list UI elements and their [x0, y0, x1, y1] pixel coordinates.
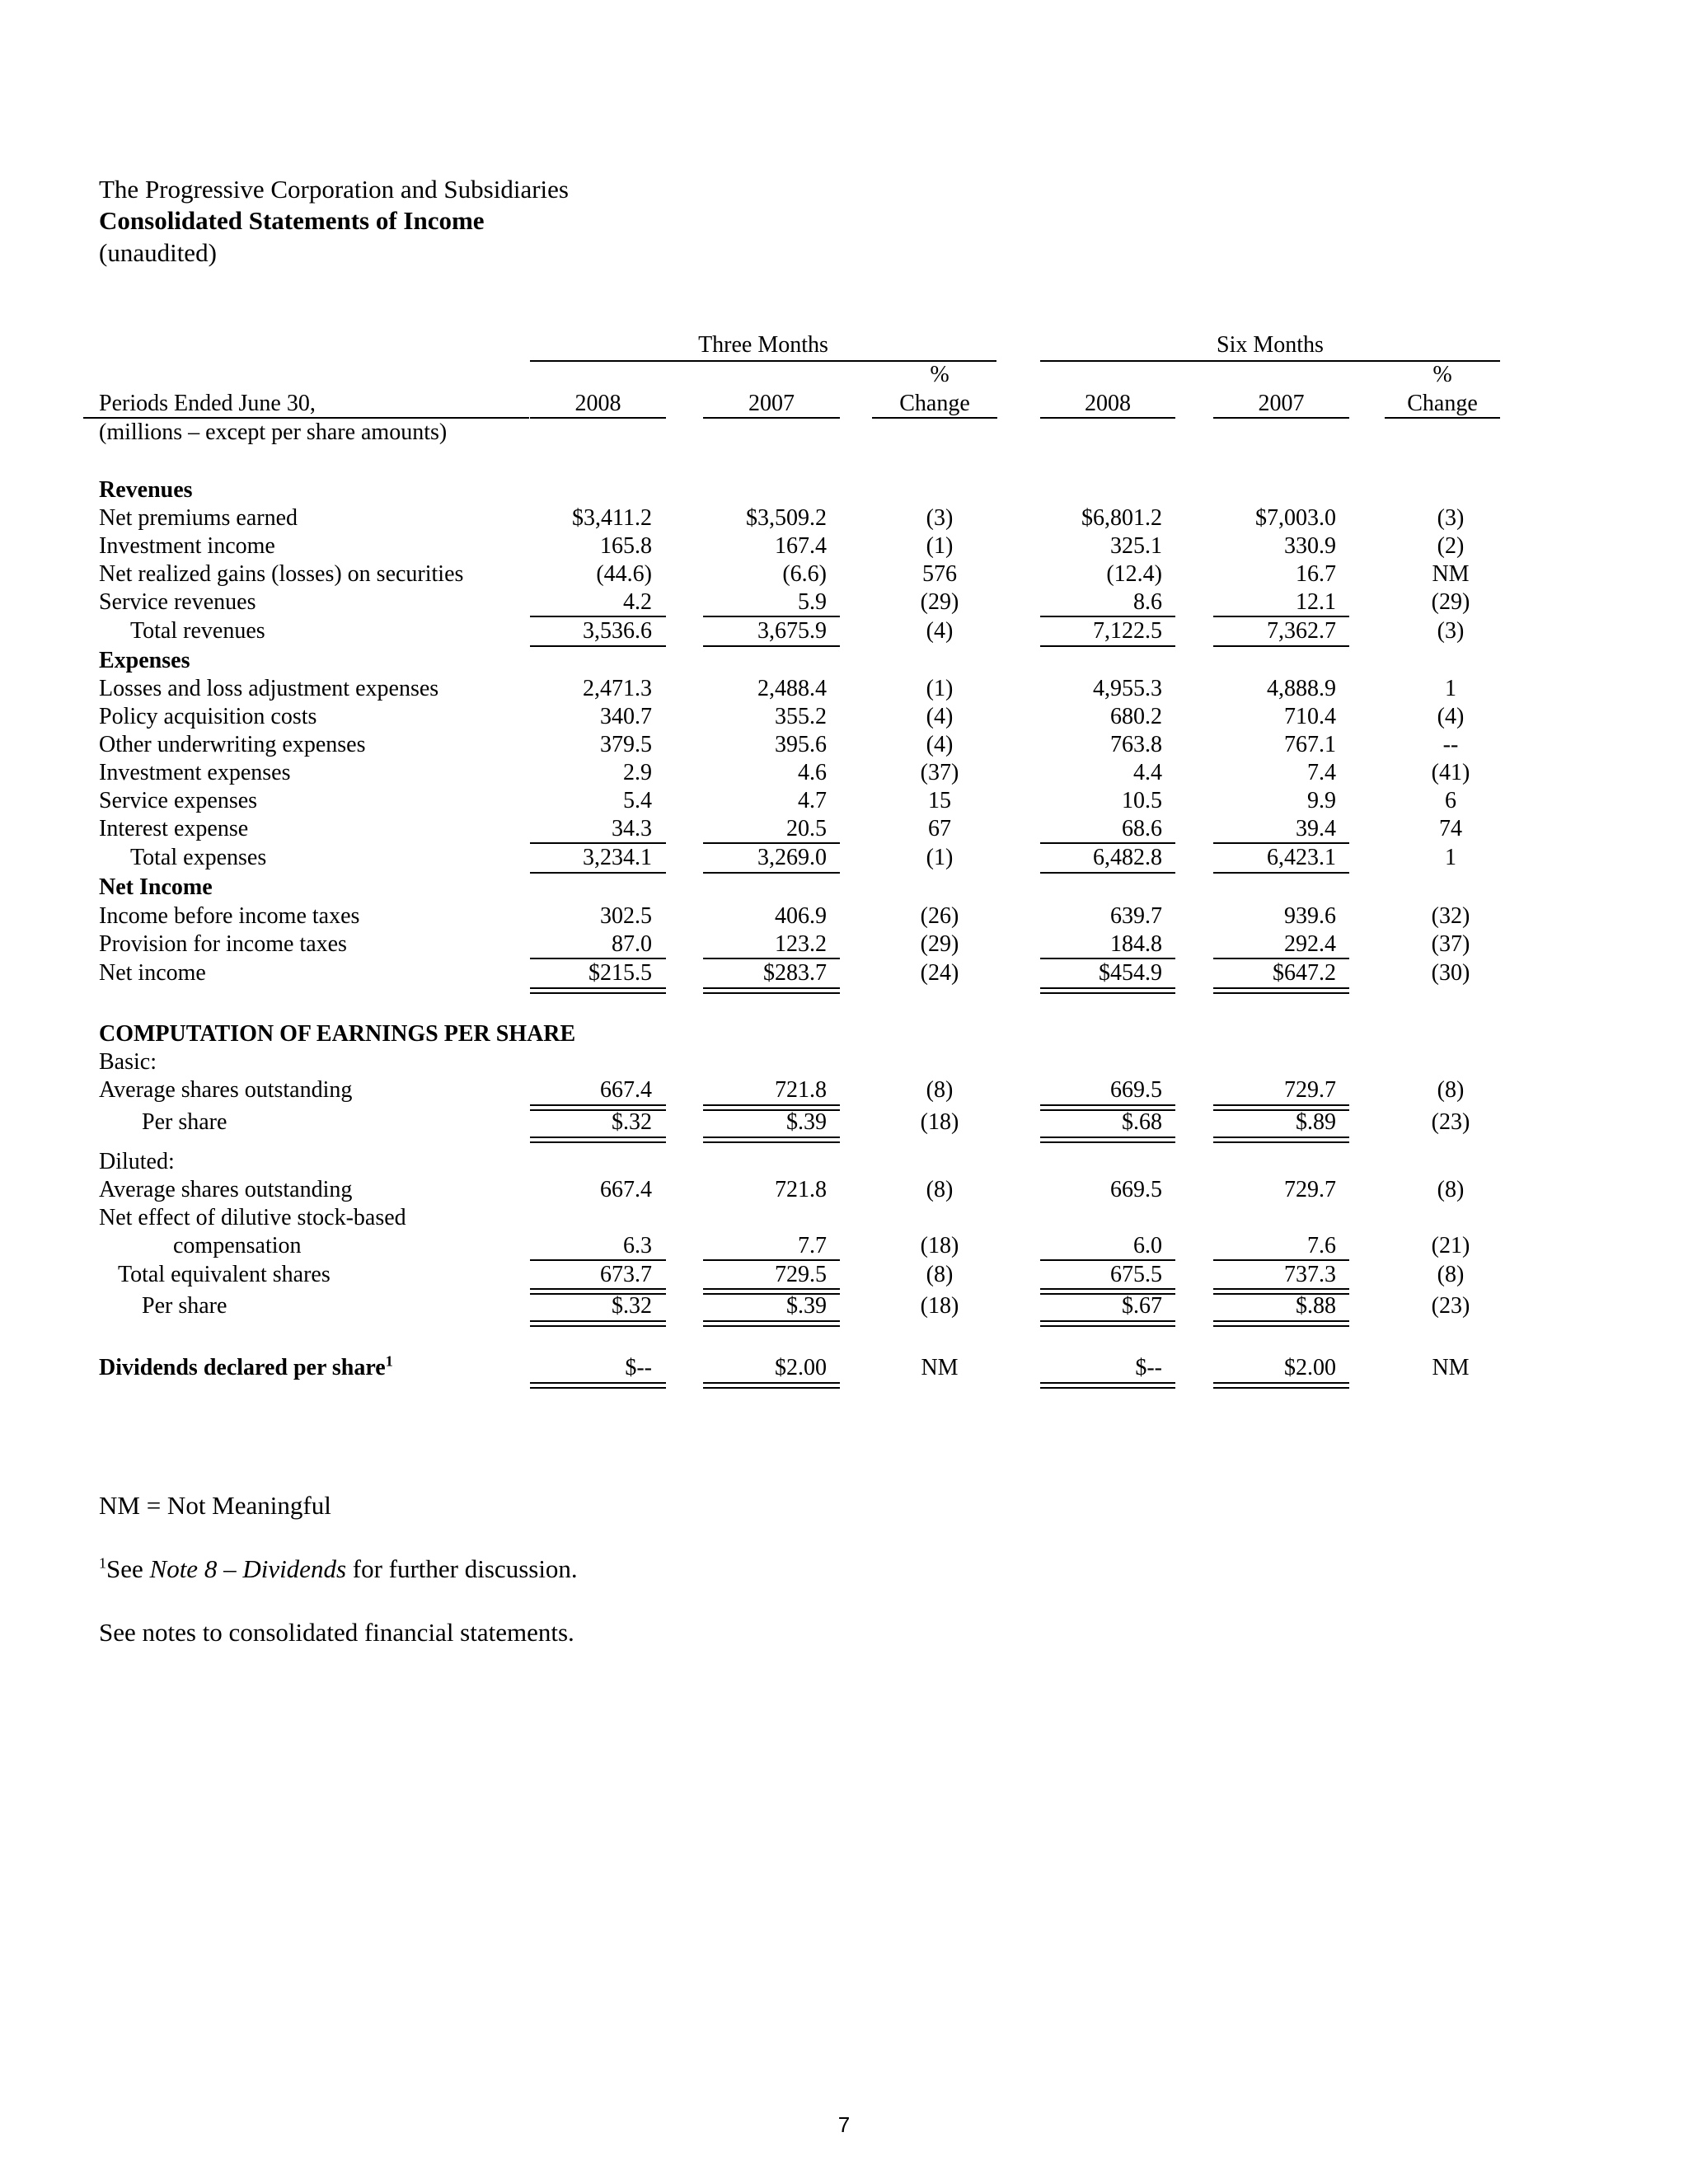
cell-6m-2008: 68.6	[1122, 816, 1162, 841]
cell-6m-2008: 639.7	[1110, 903, 1162, 929]
double-rule	[530, 987, 666, 994]
col-header-3m-2008: 2008	[574, 391, 621, 416]
section-expenses: Expenses	[99, 648, 190, 673]
cell-3m-2007: $.39	[786, 1109, 827, 1135]
cell-3m-2008: 2.9	[623, 760, 652, 785]
col-rule-6m-change	[1385, 417, 1500, 419]
cell-6m-change: (8)	[1437, 1177, 1465, 1202]
cell-6m-2007: $647.2	[1273, 960, 1336, 986]
section-basic: Basic:	[99, 1049, 157, 1075]
cell-3m-2008: 340.7	[600, 704, 652, 729]
cell-3m-change: (1)	[926, 676, 954, 701]
cell-3m-2007: 2,488.4	[757, 676, 827, 701]
cell-6m-2007: 737.3	[1284, 1262, 1336, 1287]
total-rule	[1213, 645, 1349, 647]
double-rule	[703, 1137, 840, 1143]
cell-6m-change: NM	[1432, 1355, 1470, 1380]
cell-6m-2007: 7,362.7	[1267, 618, 1336, 644]
cell-3m-2008: 6.3	[623, 1233, 652, 1258]
row-label: Policy acquisition costs	[99, 704, 317, 729]
total-rule	[1040, 872, 1175, 874]
cell-6m-change: (32)	[1431, 903, 1470, 929]
cell-6m-2008: $--	[1135, 1355, 1162, 1380]
page-number: 7	[837, 2112, 851, 2137]
cell-3m-change: (4)	[926, 732, 954, 757]
cell-3m-2008: $3,411.2	[572, 505, 652, 531]
cell-3m-change: NM	[921, 1355, 959, 1380]
cell-6m-2007: $2.00	[1284, 1355, 1336, 1380]
cell-6m-2008: 8.6	[1133, 589, 1162, 615]
cell-6m-change: 1	[1445, 676, 1456, 701]
cell-6m-2008: 680.2	[1110, 704, 1162, 729]
col-header-3m-2007: 2007	[748, 391, 795, 416]
statement-subtitle: (unaudited)	[99, 238, 217, 267]
cell-6m-2008: $.67	[1122, 1293, 1162, 1319]
footnote-text-post: for further discussion.	[346, 1554, 578, 1583]
cell-3m-2007: $.39	[786, 1293, 827, 1319]
cell-3m-2007: 20.5	[786, 816, 827, 841]
double-rule	[1040, 1137, 1175, 1143]
company-name: The Progressive Corporation and Subsidiaries	[99, 175, 569, 204]
statement-title: Consolidated Statements of Income	[99, 206, 485, 235]
col-header-3m-change: Change	[899, 391, 970, 416]
cell-6m-change: (8)	[1437, 1262, 1465, 1287]
double-rule	[1213, 987, 1349, 994]
cell-3m-2008: $--	[625, 1355, 652, 1380]
cell-6m-2007: 939.6	[1284, 903, 1336, 929]
cell-6m-2007: 12.1	[1296, 589, 1336, 615]
footnote-note-reference: Note 8 – Dividends	[149, 1554, 347, 1583]
double-rule	[1040, 987, 1175, 994]
cell-6m-2008: 4.4	[1133, 760, 1162, 785]
double-rule	[1040, 1320, 1175, 1327]
cell-6m-change: (3)	[1437, 618, 1465, 644]
col-rule-3m-2007	[703, 417, 840, 419]
cell-3m-change: (24)	[920, 960, 959, 986]
cell-6m-change: (29)	[1431, 589, 1470, 615]
cell-3m-change: (26)	[920, 903, 959, 929]
footnote-1	[99, 1554, 578, 1585]
cell-6m-change: (30)	[1431, 960, 1470, 986]
double-rule	[1040, 1382, 1175, 1389]
cell-6m-2007: 729.7	[1284, 1077, 1336, 1103]
cell-6m-2008: 7,122.5	[1093, 618, 1162, 644]
cell-3m-2008: 165.8	[600, 533, 652, 559]
row-label-continued: compensation	[173, 1233, 302, 1258]
total-rule	[1040, 645, 1175, 647]
cell-6m-2007: 6,423.1	[1267, 845, 1336, 870]
col-rule-6m-2008	[1040, 417, 1175, 419]
col-header-6m-2008: 2008	[1085, 391, 1131, 416]
row-label: Per share	[142, 1293, 227, 1319]
row-label: Average shares outstanding	[99, 1077, 353, 1103]
pct-symbol-3m: %	[930, 362, 950, 387]
double-rule	[1213, 1320, 1349, 1327]
total-rule	[703, 872, 840, 874]
cell-3m-2007: 7.7	[798, 1233, 827, 1258]
cell-6m-2007: $.89	[1296, 1109, 1336, 1135]
cell-3m-2008: 5.4	[623, 788, 652, 813]
cell-3m-change: (3)	[926, 505, 954, 531]
cell-3m-change: (29)	[920, 589, 959, 615]
cell-6m-2007: 292.4	[1284, 931, 1336, 957]
cell-3m-2008: 302.5	[600, 903, 652, 929]
three-months-header: Three Months	[698, 332, 828, 358]
cell-3m-2007: 729.5	[775, 1262, 827, 1287]
cell-6m-change: 1	[1445, 845, 1456, 870]
double-rule	[703, 987, 840, 994]
cell-3m-change: 576	[922, 561, 957, 587]
cell-6m-2007: 16.7	[1296, 561, 1336, 587]
row-label: Service expenses	[99, 788, 258, 813]
col-header-6m-2007: 2007	[1258, 391, 1305, 416]
section-revenues: Revenues	[99, 477, 193, 503]
total-rule	[1213, 872, 1349, 874]
cell-6m-change: (23)	[1431, 1293, 1470, 1319]
cell-3m-2007: 4.6	[798, 760, 827, 785]
cell-3m-2007: 721.8	[775, 1177, 827, 1202]
row-label: Net premiums earned	[99, 505, 298, 531]
cell-3m-2007: 167.4	[775, 533, 827, 559]
cell-3m-change: 67	[928, 816, 951, 841]
cell-3m-2008: 379.5	[600, 732, 652, 757]
double-rule	[530, 1137, 666, 1143]
cell-3m-2007: 4.7	[798, 788, 827, 813]
cell-6m-2008: 675.5	[1110, 1262, 1162, 1287]
cell-6m-2007: 710.4	[1284, 704, 1336, 729]
cell-3m-2007: 3,675.9	[757, 618, 827, 644]
dividends-label-text: Dividends declared per share	[99, 1355, 386, 1380]
cell-6m-2007: $.88	[1296, 1293, 1336, 1319]
total-rule	[703, 645, 840, 647]
cell-6m-2008: 6.0	[1133, 1233, 1162, 1258]
cell-6m-change: (4)	[1437, 704, 1465, 729]
cell-3m-2007: $2.00	[775, 1355, 827, 1380]
cell-3m-change: (37)	[920, 760, 959, 785]
row-label: Total expenses	[130, 845, 267, 870]
cell-6m-change: (3)	[1437, 505, 1465, 531]
row-label: Income before income taxes	[99, 903, 360, 929]
cell-6m-2008: 669.5	[1110, 1177, 1162, 1202]
cell-6m-2007: $7,003.0	[1255, 505, 1336, 531]
row-label: Average shares outstanding	[99, 1177, 353, 1202]
cell-6m-change: (37)	[1431, 931, 1470, 957]
cell-6m-2008: 10.5	[1122, 788, 1162, 813]
periods-label: Periods Ended June 30,	[99, 391, 316, 416]
col-rule-6m-2007	[1213, 417, 1349, 419]
cell-3m-2008: 3,536.6	[583, 618, 652, 644]
cell-3m-2008: $215.5	[588, 960, 652, 986]
cell-3m-2007: 5.9	[798, 589, 827, 615]
nm-note: NM = Not Meaningful	[99, 1491, 331, 1520]
col-rule-3m-2008	[530, 417, 666, 419]
double-rule	[703, 1382, 840, 1389]
double-rule	[1213, 1382, 1349, 1389]
cell-3m-2007: 395.6	[775, 732, 827, 757]
cell-3m-change: (1)	[926, 533, 954, 559]
row-label: Losses and loss adjustment expenses	[99, 676, 439, 701]
cell-3m-2007: (6.6)	[782, 561, 827, 587]
see-notes: See notes to consolidated financial statements.	[99, 1618, 574, 1647]
cell-3m-2007: 123.2	[775, 931, 827, 957]
row-label: Provision for income taxes	[99, 931, 347, 957]
total-rule	[530, 872, 666, 874]
cell-6m-2007: 4,888.9	[1267, 676, 1336, 701]
double-rule	[530, 1320, 666, 1327]
row-label: Service revenues	[99, 589, 256, 615]
cell-3m-change: (1)	[926, 845, 954, 870]
row-label: Investment income	[99, 533, 275, 559]
col-header-6m-change: Change	[1407, 391, 1478, 416]
cell-3m-change: (4)	[926, 618, 954, 644]
units-label: (millions – except per share amounts)	[99, 419, 448, 445]
cell-3m-2008: $.32	[612, 1109, 652, 1135]
cell-3m-2007: 406.9	[775, 903, 827, 929]
cell-6m-2007: 7.6	[1307, 1233, 1336, 1258]
cell-6m-2007: 39.4	[1296, 816, 1336, 841]
cell-3m-2007: 355.2	[775, 704, 827, 729]
cell-3m-change: (8)	[926, 1077, 954, 1103]
cell-6m-change: (21)	[1431, 1233, 1470, 1258]
double-rule	[1213, 1137, 1349, 1143]
cell-6m-change: NM	[1432, 561, 1470, 587]
cell-3m-change: (8)	[926, 1262, 954, 1287]
cell-3m-change: (29)	[920, 931, 959, 957]
cell-6m-2007: 330.9	[1284, 533, 1336, 559]
cell-6m-change: (23)	[1431, 1109, 1470, 1135]
cell-6m-change: (41)	[1431, 760, 1470, 785]
row-label: Investment expenses	[99, 760, 291, 785]
section-net-income: Net Income	[99, 874, 213, 900]
cell-3m-change: (18)	[920, 1233, 959, 1258]
row-label-dividends	[99, 1354, 393, 1382]
row-label: Net income	[99, 960, 206, 986]
cell-6m-2007: 9.9	[1307, 788, 1336, 813]
cell-6m-2008: $.68	[1122, 1109, 1162, 1135]
cell-3m-2008: 667.4	[600, 1077, 652, 1103]
cell-3m-2008: 3,234.1	[583, 845, 652, 870]
footnote-number: 1	[99, 1554, 106, 1572]
total-rule	[530, 645, 666, 647]
cell-3m-2008: 2,471.3	[583, 676, 652, 701]
cell-3m-change: (18)	[920, 1293, 959, 1319]
row-label: Net effect of dilutive stock-based	[99, 1205, 406, 1230]
cell-3m-2008: 4.2	[623, 589, 652, 615]
cell-6m-2008: 4,955.3	[1093, 676, 1162, 701]
cell-6m-2008: $454.9	[1099, 960, 1162, 986]
cell-3m-2007: 3,269.0	[757, 845, 827, 870]
row-label: Per share	[142, 1109, 227, 1135]
pct-symbol-6m: %	[1432, 362, 1452, 387]
cell-3m-change: (8)	[926, 1177, 954, 1202]
cell-3m-2008: 34.3	[612, 816, 652, 841]
col-rule-3m-change	[872, 417, 997, 419]
cell-6m-2008: $6,801.2	[1081, 505, 1162, 531]
double-rule	[530, 1382, 666, 1389]
cell-6m-2008: 184.8	[1110, 931, 1162, 957]
cell-6m-change: 6	[1445, 788, 1456, 813]
row-label: Total equivalent shares	[118, 1262, 331, 1287]
cell-6m-change: (8)	[1437, 1077, 1465, 1103]
six-months-header: Six Months	[1217, 332, 1324, 358]
cell-6m-2007: 767.1	[1284, 732, 1336, 757]
footnote-text-pre: See	[106, 1554, 150, 1583]
cell-6m-2008: 763.8	[1110, 732, 1162, 757]
cell-6m-2008: 325.1	[1110, 533, 1162, 559]
footnote-marker: 1	[385, 1352, 393, 1370]
row-label: Other underwriting expenses	[99, 732, 366, 757]
cell-3m-2008: $.32	[612, 1293, 652, 1319]
cell-6m-change: --	[1442, 732, 1459, 757]
cell-6m-2008: 6,482.8	[1093, 845, 1162, 870]
cell-6m-2007: 7.4	[1307, 760, 1336, 785]
cell-3m-change: 15	[928, 788, 951, 813]
double-rule	[703, 1320, 840, 1327]
cell-3m-2008: 667.4	[600, 1177, 652, 1202]
cell-3m-2007: $3,509.2	[746, 505, 827, 531]
row-label: Total revenues	[130, 618, 265, 644]
section-diluted: Diluted:	[99, 1149, 175, 1174]
cell-3m-2007: 721.8	[775, 1077, 827, 1103]
cell-3m-change: (18)	[920, 1109, 959, 1135]
cell-6m-2007: 729.7	[1284, 1177, 1336, 1202]
row-label: Net realized gains (losses) on securities	[99, 561, 464, 587]
row-label: Interest expense	[99, 816, 249, 841]
cell-6m-2008: (12.4)	[1106, 561, 1162, 587]
section-eps: COMPUTATION OF EARNINGS PER SHARE	[99, 1021, 576, 1047]
cell-3m-2008: (44.6)	[596, 561, 652, 587]
cell-3m-2008: 87.0	[612, 931, 652, 957]
cell-6m-change: 74	[1439, 816, 1462, 841]
cell-3m-2008: 673.7	[600, 1262, 652, 1287]
cell-3m-change: (4)	[926, 704, 954, 729]
cell-3m-2007: $283.7	[763, 960, 827, 986]
cell-6m-change: (2)	[1437, 533, 1465, 559]
cell-6m-2008: 669.5	[1110, 1077, 1162, 1103]
